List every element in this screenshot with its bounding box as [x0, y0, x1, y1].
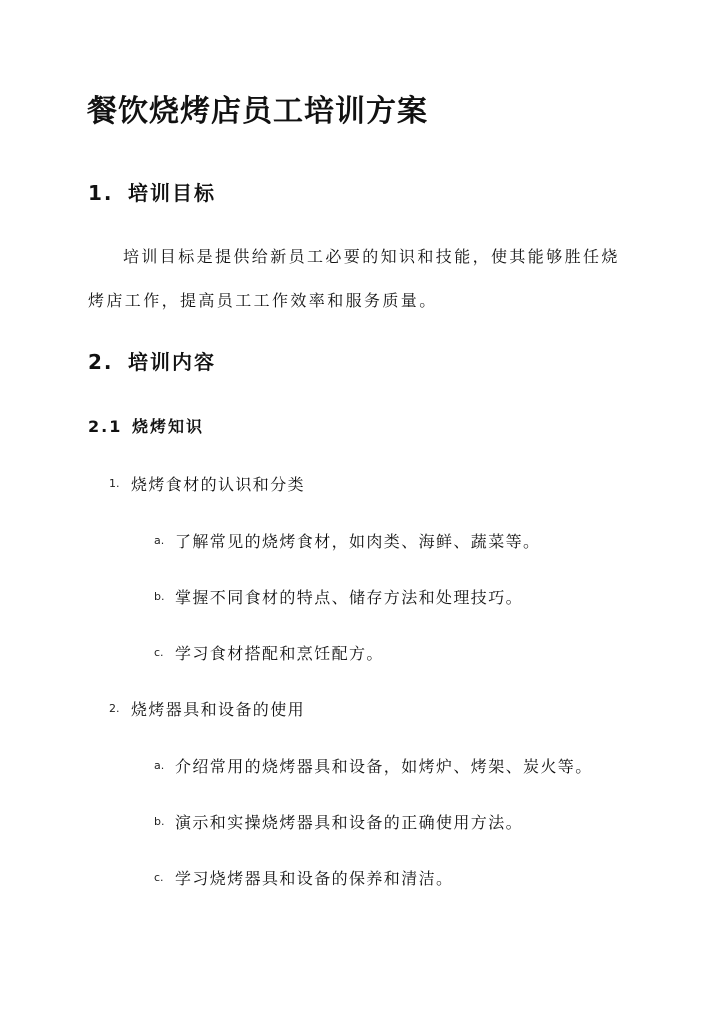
- section-1-number: 1.: [88, 181, 114, 205]
- section-2-number: 2.: [88, 350, 114, 374]
- section-1-paragraph-line-1: 培训目标是提供给新员工必要的知识和技能，使其能够胜任烧: [123, 247, 620, 266]
- list-item-2a-marker: a.: [154, 759, 165, 772]
- section-2-heading: [88, 346, 216, 375]
- list-item-2c-marker: c.: [154, 871, 164, 884]
- subsection-2-1-heading: [88, 414, 204, 437]
- section-1-heading: [88, 177, 216, 206]
- subsection-2-1-number: 2.1: [88, 417, 123, 436]
- section-1-paragraph-line-2: 烤店工作，提高员工工作效率和服务质量。: [88, 291, 438, 310]
- list-item-1-text: 烧烤食材的认识和分类: [131, 475, 306, 494]
- list-item-1a-text: 了解常见的烧烤食材，如肉类、海鲜、蔬菜等。: [175, 532, 541, 551]
- list-item-2-text: 烧烤器具和设备的使用: [131, 700, 306, 719]
- section-1-title: 培训目标: [128, 181, 216, 205]
- subsection-2-1-title: 烧烤知识: [132, 417, 205, 436]
- list-item-2-marker: 2.: [109, 702, 120, 715]
- list-item-1a-marker: a.: [154, 534, 165, 547]
- list-item-1c-text: 学习食材搭配和烹饪配方。: [175, 644, 384, 663]
- list-item-2c-text: 学习烧烤器具和设备的保养和清洁。: [175, 869, 454, 888]
- list-item-1-marker: 1.: [109, 477, 120, 490]
- list-item-2a-text: 介绍常用的烧烤器具和设备，如烤炉、烤架、炭火等。: [175, 757, 593, 776]
- list-item-1b-marker: b.: [154, 590, 165, 603]
- list-item-2b-text: 演示和实操烧烤器具和设备的正确使用方法。: [175, 813, 524, 832]
- document-title: 餐饮烧烤店员工培训方案: [87, 94, 428, 129]
- list-item-1b-text: 掌握不同食材的特点、储存方法和处理技巧。: [175, 588, 524, 607]
- list-item-2b-marker: b.: [154, 815, 165, 828]
- list-item-1c-marker: c.: [154, 646, 164, 659]
- section-2-title: 培训内容: [128, 350, 216, 374]
